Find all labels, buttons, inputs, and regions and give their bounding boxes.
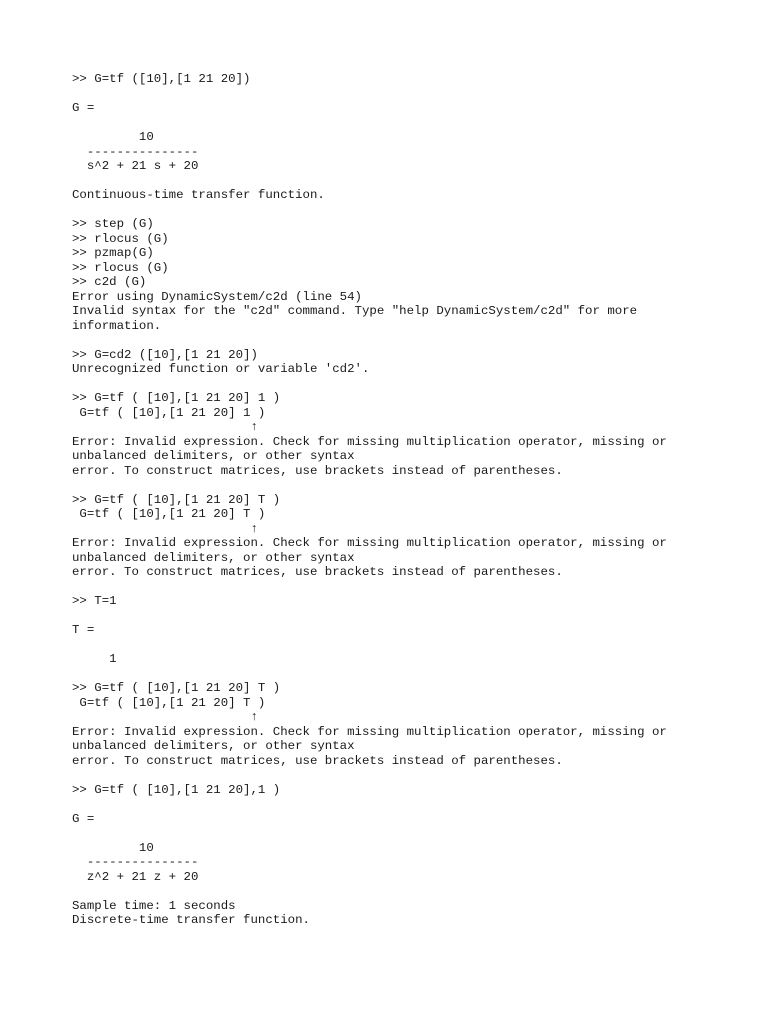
error-message-line: error. To construct matrices, use brackets instead of parentheses. xyxy=(72,753,563,768)
blank-line xyxy=(72,203,712,218)
output-line: Discrete-time transfer function. xyxy=(72,913,310,927)
output-line: 10 xyxy=(72,130,154,144)
command-line: >> rlocus (G) xyxy=(72,231,169,246)
output-line: 10 xyxy=(72,840,154,855)
blank-line xyxy=(72,174,712,189)
error-message-line: unbalanced delimiters, or other syntax xyxy=(72,550,355,565)
error-caret-line: ↑ xyxy=(72,710,258,724)
error-message-line: Error: Invalid expression. Check for missing multiplication operator, missing or xyxy=(72,434,667,449)
error-message-line: unbalanced delimiters, or other syntax xyxy=(72,449,355,463)
error-message-line: Error: Invalid expression. Check for missing multiplication operator, missing or xyxy=(72,536,667,550)
blank-line xyxy=(72,826,712,841)
blank-line xyxy=(72,884,712,899)
command-line: >> G=tf ([10],[1 21 20]) xyxy=(72,72,251,86)
output-line: 1 xyxy=(72,652,117,666)
blank-line xyxy=(72,797,712,812)
error-message-line: Error: Invalid expression. Check for missing multiplication operator, missing or xyxy=(72,724,667,739)
error-message-line: unbalanced delimiters, or other syntax xyxy=(72,739,355,753)
error-message-line: Error using DynamicSystem/c2d (line 54) xyxy=(72,289,362,304)
output-line: --------------- xyxy=(72,855,199,869)
blank-line xyxy=(72,609,712,624)
output-line: s^2 + 21 s + 20 xyxy=(72,159,199,173)
blank-line xyxy=(72,478,712,493)
output-line: Continuous-time transfer function. xyxy=(72,188,325,202)
blank-line xyxy=(72,333,712,348)
command-line: >> c2d (G) xyxy=(72,275,147,289)
command-line: >> step (G) xyxy=(72,217,154,231)
blank-line xyxy=(72,377,712,392)
blank-line xyxy=(72,638,712,653)
command-line: >> pzmap(G) xyxy=(72,246,154,260)
blank-line xyxy=(72,768,712,783)
command-line: >> G=tf ( [10],[1 21 20] 1 ) xyxy=(72,391,281,405)
output-line: --------------- xyxy=(72,144,199,159)
blank-line xyxy=(72,116,712,131)
output-line: Sample time: 1 seconds xyxy=(72,898,236,913)
blank-line xyxy=(72,667,712,682)
output-line: G = xyxy=(72,101,95,115)
command-line: >> rlocus (G) xyxy=(72,260,169,275)
matlab-console-output xyxy=(72,72,712,928)
error-message-line: Unrecognized function or variable 'cd2'. xyxy=(72,362,370,376)
error-message-line: Invalid syntax for the "c2d" command. Type "help DynamicSystem/c2d" for more xyxy=(72,304,638,318)
output-line: G=tf ( [10],[1 21 20] 1 ) xyxy=(72,405,266,420)
output-line: T = xyxy=(72,623,95,637)
output-line: G = xyxy=(72,811,95,826)
command-line: >> G=cd2 ([10],[1 21 20]) xyxy=(72,347,258,362)
error-message-line: information. xyxy=(72,318,162,333)
blank-line xyxy=(72,87,712,102)
error-message-line: error. To construct matrices, use brackets instead of parentheses. xyxy=(72,463,563,478)
command-line: >> G=tf ( [10],[1 21 20],1 ) xyxy=(72,782,281,797)
command-line: >> G=tf ( [10],[1 21 20] T ) xyxy=(72,492,281,507)
error-caret-line: ↑ xyxy=(72,521,258,536)
output-line: z^2 + 21 z + 20 xyxy=(72,869,199,884)
output-line: G=tf ( [10],[1 21 20] T ) xyxy=(72,507,266,521)
command-line: >> T=1 xyxy=(72,594,117,608)
error-message-line: error. To construct matrices, use brackets instead of parentheses. xyxy=(72,565,563,579)
output-line: G=tf ( [10],[1 21 20] T ) xyxy=(72,695,266,710)
command-line: >> G=tf ( [10],[1 21 20] T ) xyxy=(72,681,281,695)
blank-line xyxy=(72,580,712,595)
error-caret-line: ↑ xyxy=(72,420,258,434)
